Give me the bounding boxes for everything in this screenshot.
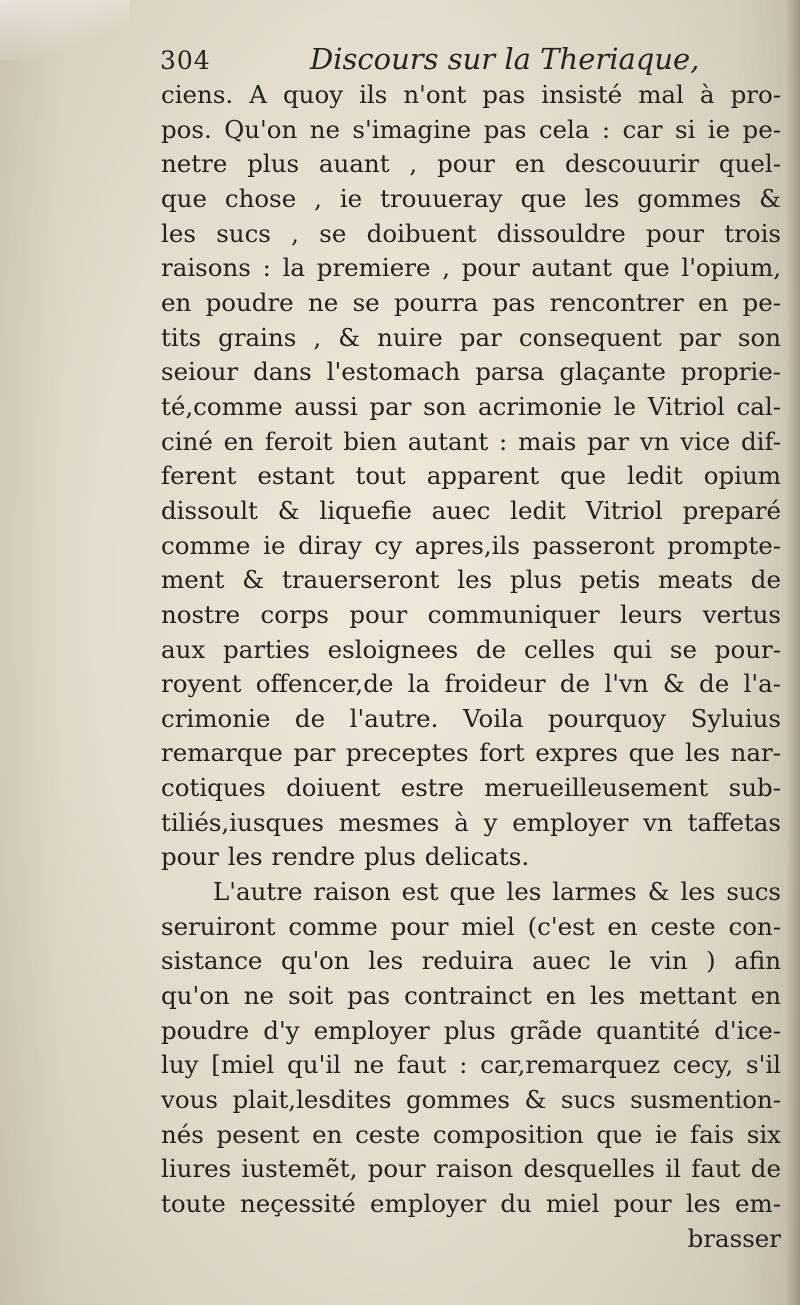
text-line: seruiront comme pour miel (c'est en ceste con-: [161, 911, 781, 941]
page-corner-highlight: [0, 0, 130, 60]
text-line: cotiques doiuent estre merueilleusement sub-: [161, 773, 781, 803]
text-line: raisons : la premiere , pour autant que l'opium,: [161, 253, 781, 283]
text-line: ciens. A quoy ils n'ont pas insisté mal à pro-: [161, 80, 781, 109]
page-edge-shadow: [786, 0, 800, 1305]
text-line: liures iustemẽt, pour raison desquelles il faut de: [161, 1154, 781, 1184]
text-line: netre plus auant , pour en descouurir quel-: [161, 149, 781, 179]
text-line: té,comme aussi par son acrimonie le Vitriol cal-: [161, 391, 781, 421]
text-line: ferent estant tout apparent que ledit opium: [161, 461, 781, 491]
text-line: vous plait,lesdites gommes & sucs susmention-: [161, 1085, 781, 1115]
text-line: toute neçessité employer du miel pour les em-: [161, 1189, 781, 1218]
page-header: [160, 38, 700, 78]
text-line: qu'on ne soit pas contrainct en les mettant en: [161, 981, 781, 1011]
text-line: pour les rendre plus delicats.: [161, 842, 530, 872]
text-line: comme ie diray cy apres,ils passeront prompte-: [161, 530, 781, 560]
text-line: crimonie de l'autre. Voila pourquoy Syluius: [161, 703, 781, 733]
text-line: tits grains , & nuire par consequent par son: [161, 322, 781, 352]
text-line: aux parties esloignees de celles qui se pour-: [161, 634, 781, 664]
text-line: pos. Qu'on ne s'imagine pas cela : car si ie pe-: [161, 114, 781, 144]
text-line: dissoult & liquefie auec ledit Vitriol preparé: [161, 495, 781, 525]
page-number: 304: [160, 46, 211, 75]
text-line: royent offencer,de la froideur de l'vn & de l'a-: [161, 669, 781, 699]
text-line: remarque par preceptes fort expres que les nar-: [161, 738, 781, 768]
text-line: ment & trauerseront les plus petis meats de: [161, 565, 781, 595]
text-line: luy [miel qu'il ne faut : car,remarquez cecy, s'il: [161, 1050, 781, 1080]
text-line: nostre corps pour communiquer leurs vertus: [161, 599, 781, 629]
text-line: seiour dans l'estomach parsa glaçante proprie-: [161, 357, 781, 387]
text-line: poudre d'y employer plus grãde quantité d'ice-: [161, 1015, 781, 1045]
catchword: brasser: [687, 1223, 781, 1253]
text-line: que chose , ie trouueray que les gommes &: [161, 183, 781, 213]
text-line: les sucs , se doibuent dissouldre pour trois: [161, 218, 781, 248]
text-line: ciné en feroit bien autant : mais par vn vice dif-: [161, 426, 781, 456]
text-line: en poudre ne se pourra pas rencontrer en pe-: [161, 287, 781, 317]
running-title: Discours sur la Theriaque,: [310, 42, 700, 76]
text-line: L'autre raison est que les larmes & les sucs: [213, 877, 781, 907]
text-line: sistance qu'on les reduira auec le vin ) afin: [161, 946, 781, 976]
text-line: tiliés,iusques mesmes à y employer vn taffetas: [161, 807, 781, 837]
body-text: [161, 78, 781, 1256]
text-line: nés pesent en ceste composition que ie fais six: [161, 1119, 781, 1149]
